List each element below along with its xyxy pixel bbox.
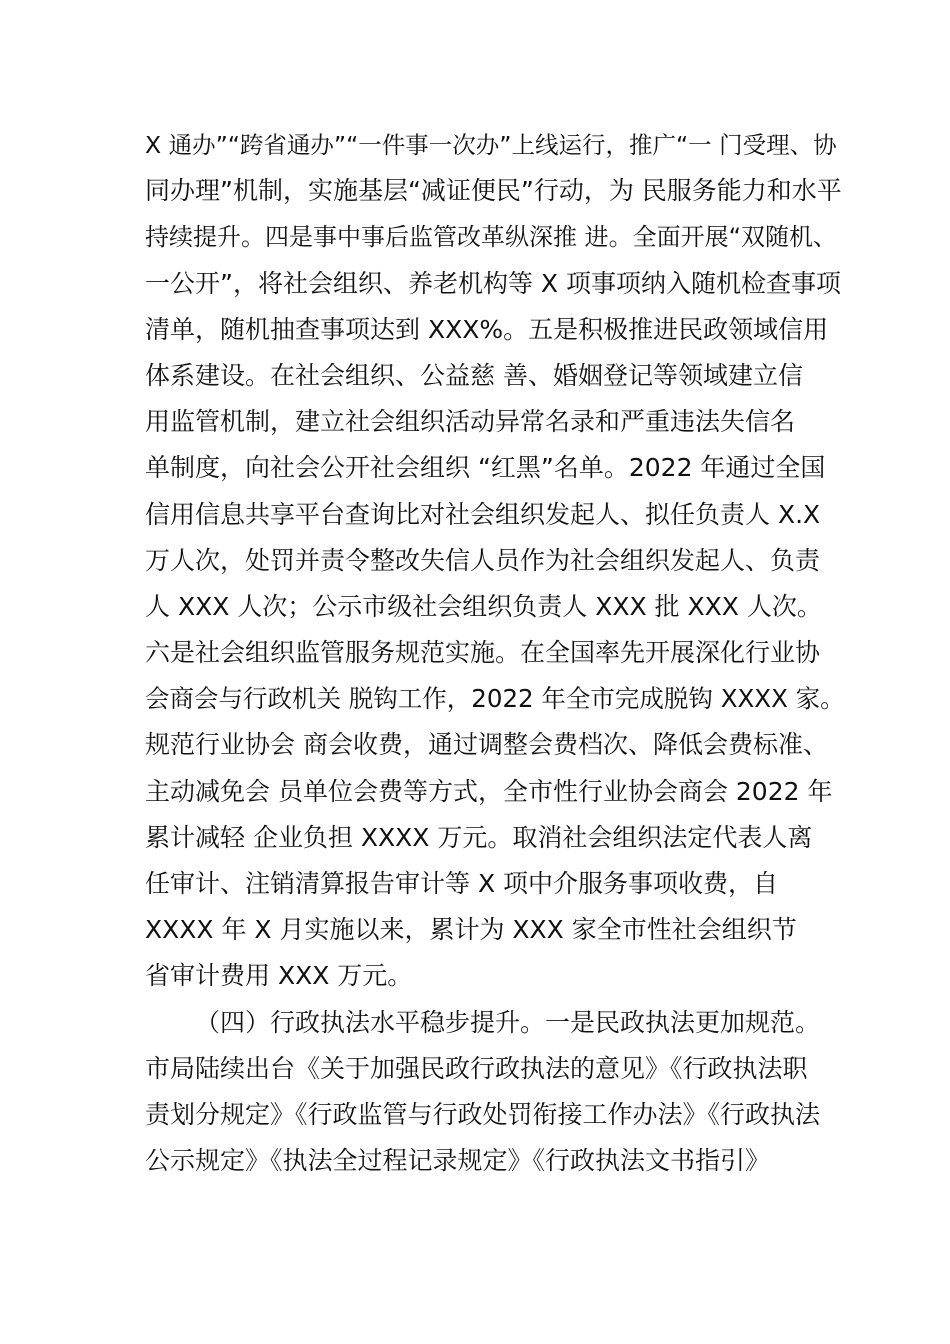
text-line: 省审计费用 XXX 万元。 xyxy=(145,961,413,991)
text-line: 六是社会组织监管服务规范实施。在全国率先开展深化行业协 xyxy=(145,638,821,668)
text-line: 体系建设。在社会组织、公益慈 善、婚姻登记等领域建立信 xyxy=(145,360,803,390)
text-line: 市局陆续出台《关于加强民政行政执法的意见》《行政执法职 xyxy=(145,1053,808,1083)
section-heading-line: （四）行政执法水平稳步提升。一是民政执法更加规范。 xyxy=(195,1007,821,1037)
text-line: 责划分规定》《行政监管与行政处罚衔接工作办法》《行政执法 xyxy=(145,1099,821,1129)
text-line: X 通办”“跨省通办”“一件事一次办”上线运行，推广“一 门受理、协 xyxy=(145,131,837,159)
text-line: 用监管机制，建立社会组织活动异常名录和严重违法失信名 xyxy=(145,407,796,437)
text-line: XXXX 年 X 月实施以来，累计为 XXX 家全市性社会组织节 xyxy=(145,915,797,945)
text-line: 一公开”，将社会组织、养老机构等 X 项事项纳入随机检查事项 xyxy=(145,268,841,298)
text-line: 任审计、注销清算报告审计等 X 项中介服务事项收费，自 xyxy=(145,869,779,898)
text-line: 主动减免会 员单位会费等方式，全市性行业协会商会 2022 年 xyxy=(145,776,833,806)
text-line: 规范行业协会 商会收费，通过调整会费档次、降低会费标准、 xyxy=(145,730,828,760)
text-line: 信用信息共享平台查询比对社会组织发起人、拟任负责人 X.X xyxy=(145,499,821,529)
document-body xyxy=(145,122,845,1184)
text-line: 会商会与行政机关 脱钩工作，2022 年全市完成脱钩 XXXX 家。 xyxy=(145,684,845,714)
text-line: 清单，随机抽查事项达到 XXX%。五是积极推进民政领域信用 xyxy=(145,314,829,344)
text-line: 持续提升。四是事中事后监管改革纵深推 进。全面开展“双随机、 xyxy=(145,223,838,252)
text-line: 同办理”机制，实施基层“减证便民”行动，为 民服务能力和水平 xyxy=(145,176,842,206)
text-line: 单制度，向社会公开社会组织 “红黑”名单。2022 年通过全国 xyxy=(145,453,826,483)
text-line: 人 XXX 人次；公示市级社会组织负责人 XXX 批 XXX 人次。 xyxy=(145,591,822,621)
text-line: 万人次，处罚并责令整改失信人员作为社会组织发起人、负责 xyxy=(145,545,821,575)
text-line: 公示规定》《执法全过程记录规定》《行政执法文书指引》 xyxy=(145,1146,771,1176)
text-line: 累计减轻 企业负担 XXXX 万元。取消社会组织法定代表人离 xyxy=(145,822,813,852)
